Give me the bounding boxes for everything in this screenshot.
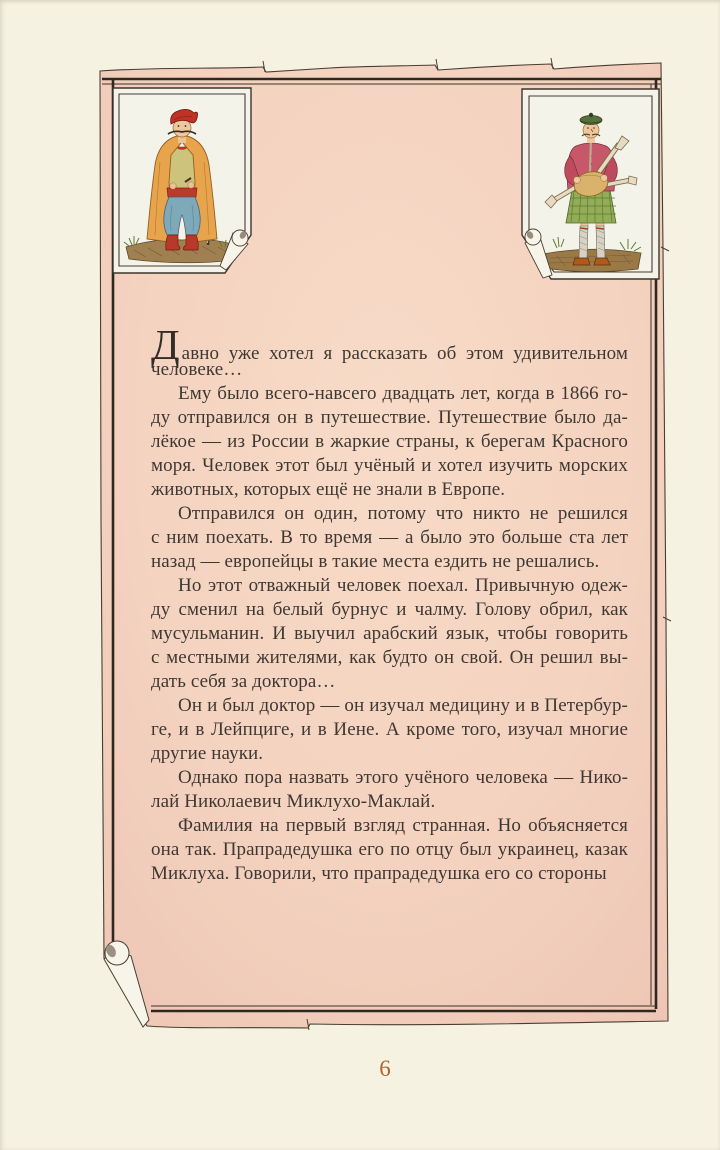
- eye-right: [593, 127, 595, 129]
- text-line: с местными жителями, как будто он свой. Он решил вы-: [151, 647, 628, 668]
- text-line: Однако пора назвать этого учёного человека — Нико-: [178, 767, 628, 788]
- text-line: назад — европейцы в такие места ездить не решались.: [151, 551, 600, 572]
- text-line: Он и был доктор — он изучал медицину и в Петербур-: [178, 695, 628, 716]
- sock-right: [596, 226, 605, 258]
- page-number: 6: [379, 1056, 391, 1081]
- text-line: животных, которых ещё не знали в Европе.: [151, 479, 506, 500]
- text-line: моря. Человек этот был учёный и хотел изучить морских: [151, 455, 628, 476]
- ground: [543, 249, 641, 272]
- illustration-card-right: [521, 88, 660, 280]
- text-line: с ним поехать. В то время — а было это больше ста лет: [151, 527, 628, 548]
- hat-pompon: [589, 113, 593, 117]
- text-line: ду отправился он в путешествие. Путешествие было да-: [151, 407, 628, 428]
- scottish-bagpiper-figure: [521, 88, 660, 280]
- sash: [167, 188, 197, 197]
- sock-left: [579, 226, 588, 258]
- cossack-figure: [112, 87, 252, 275]
- paragraph: [151, 574, 628, 694]
- text-line: ду сменил на белый бурнус и чалму. Голову обрил, как: [151, 599, 628, 620]
- text-line: Ему было всего-навсего двадцать лет, когда в 1866 го-: [178, 383, 628, 404]
- chanter-bell: [628, 176, 637, 185]
- text-line: дать себя за доктора…: [151, 671, 336, 692]
- paragraph: [151, 502, 628, 574]
- text-line: Давно уже хотел я рассказать об этом удивительном: [151, 323, 628, 369]
- eye-left: [587, 127, 589, 129]
- neck: [178, 137, 186, 143]
- text-line: ге, и в Лейпциге, и в Иене. А кроме того, изучал многие: [151, 719, 628, 740]
- shoe-left: [573, 258, 590, 265]
- hand-left: [170, 183, 176, 189]
- eye-left: [178, 125, 180, 127]
- text-line: Но этот отважный человек поехал. Привычную одеж-: [178, 575, 628, 596]
- ground: [126, 239, 238, 263]
- shoe-right: [594, 258, 610, 265]
- text-line: Фамилия на первый взгляд странная. Но объясняется: [178, 815, 628, 836]
- illustration-card-left: [112, 87, 252, 275]
- text-line: Отправился он один, потому что никто не решился: [178, 503, 628, 524]
- blowpipe: [590, 138, 591, 172]
- hand-right: [601, 175, 608, 182]
- text-line: другие науки.: [151, 743, 264, 764]
- hand-left: [574, 177, 581, 184]
- text-line: она так. Прапрадедушка его по отцу был украинец, казак: [151, 839, 628, 860]
- paragraph: [151, 766, 628, 814]
- text-block: [151, 323, 628, 886]
- text-line: человеке…: [151, 359, 243, 380]
- paragraph: [151, 382, 628, 502]
- text-line: Миклуха. Говорили, что прапрадедушка его со стороны: [151, 863, 607, 884]
- text-line: лёкое — из России в жаркие страны, к берегам Красного: [151, 431, 628, 452]
- paragraph: [151, 694, 628, 766]
- paragraph: [151, 814, 628, 886]
- hand-right: [188, 182, 194, 188]
- drop-cap: Д: [151, 323, 182, 369]
- paragraph: [151, 323, 628, 382]
- text-line: лай Николаевич Миклухо-Маклай.: [151, 791, 436, 812]
- boot-left: [166, 235, 180, 250]
- eye-right: [185, 125, 187, 127]
- text-line: мусульманин. И выучил арабский язык, чтобы говорить: [151, 623, 628, 644]
- neck: [587, 138, 595, 143]
